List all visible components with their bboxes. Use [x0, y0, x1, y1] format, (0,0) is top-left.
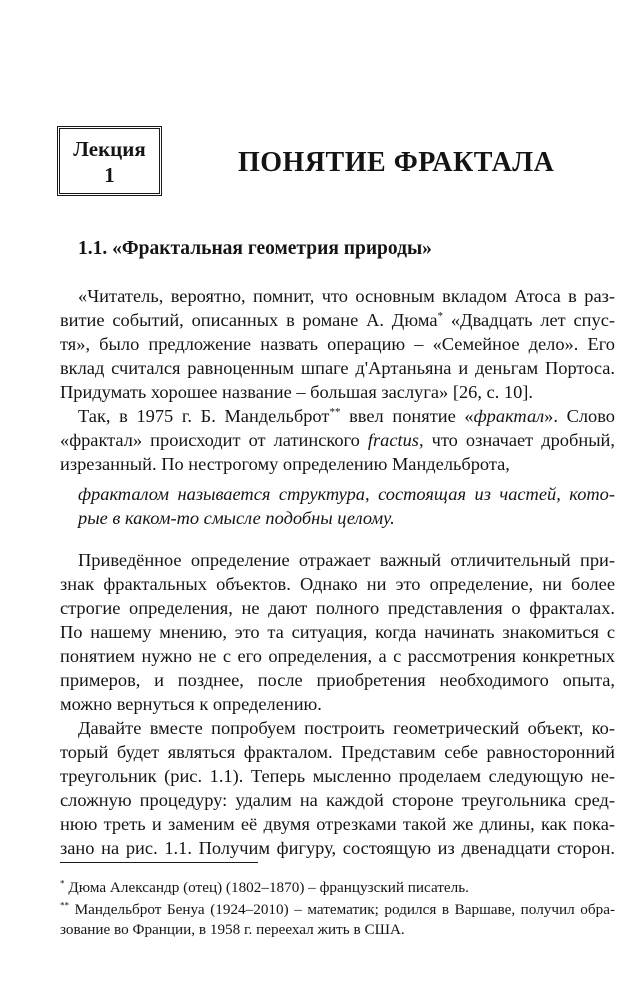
paragraph-line: «Читатель, вероятно, помнит, что основным вкладом Атоса в раз- — [78, 286, 615, 306]
definition-line: фракталом называется структура, состоящая из частей, кото- — [78, 484, 615, 504]
footnote-1: * Дюма Александр (отец) (1802–1870) – французский писатель. — [60, 878, 469, 896]
paragraph-line: изрезанный. По нестрогому определению Мандельброта, — [60, 454, 510, 474]
footnote-2-continued: зование во Франции, в 1958 г. переехал жить в США. — [60, 921, 405, 938]
paragraph-line: Приведённое определение отражает важный отличительный при- — [78, 550, 615, 570]
paragraph-line: Давайте вместе попробуем построить геометрический объект, ко- — [78, 718, 615, 738]
lecture-number-box — [57, 126, 162, 196]
lecture-word: Лекция — [73, 137, 146, 161]
paragraph-line: «фрактал» происходит от латинского fractus, что означает дробный, — [60, 430, 615, 450]
footnote-mark: ** — [60, 900, 70, 911]
footnote-2: ** Мандельброт Бенуа (1924–2010) – математик; родился в Варшаве, получил обра- — [60, 900, 615, 918]
footnote-mark: * — [60, 878, 65, 889]
footnote-mark: ** — [329, 406, 341, 419]
paragraph-line: торый будет являться фракталом. Представим себе равносторонний — [60, 742, 615, 762]
footnote-mark: * — [437, 310, 444, 323]
lecture-number: 1 — [104, 163, 115, 187]
definition-line: рые в каком-то смысле подобны целому. — [78, 508, 395, 528]
paragraph-line: тя», было предложение назвать операцию – «Семейное дело». Его — [60, 334, 615, 354]
section-title: 1.1. «Фрактальная геометрия природы» — [78, 238, 432, 259]
paragraph-line: вклад считался равноценным шпаге д'Артаньяна и деньгам Портоса. — [60, 358, 615, 378]
paragraph-line: нюю треть и заменим её двумя отрезками такой же длины, как пока- — [60, 814, 615, 834]
paragraph-line: Так, в 1975 г. Б. Мандельброт** ввел понятие «фрактал». Слово — [78, 406, 615, 426]
paragraph-line: примеров, и позднее, после приобретения необходимого опыта, — [60, 670, 615, 690]
paragraph-line: знак фрактальных объектов. Однако ни это определение, ни более — [60, 574, 615, 594]
paragraph-line: витие событий, описанных в романе А. Дюма* «Двадцать лет спус- — [60, 310, 615, 330]
paragraph-line: понятием нужно не с его определения, а с рассмотрения конкретных — [60, 646, 615, 666]
footnote-divider — [60, 862, 258, 863]
paragraph-line: треугольник (рис. 1.1). Теперь мысленно проделаем следующую не- — [60, 766, 615, 786]
paragraph-line: Придумать хорошее название – большая заслуга» [26, с. 10]. — [60, 382, 534, 402]
paragraph-line: По нашему мнению, это та ситуация, когда начинать знакомиться с — [60, 622, 615, 642]
paragraph-line: зано на рис. 1.1. Получим фигуру, состоящую из двенадцати сторон. — [60, 838, 615, 858]
paragraph-line: сложную процедуру: удалим на каждой стороне треугольника сред- — [60, 790, 615, 810]
paragraph-line: можно вернуться к определению. — [60, 694, 322, 714]
paragraph-line: строгие определения, не дают полного представления о фракталах. — [60, 598, 615, 618]
chapter-title: ПОНЯТИЕ ФРАКТАЛА — [238, 147, 555, 178]
